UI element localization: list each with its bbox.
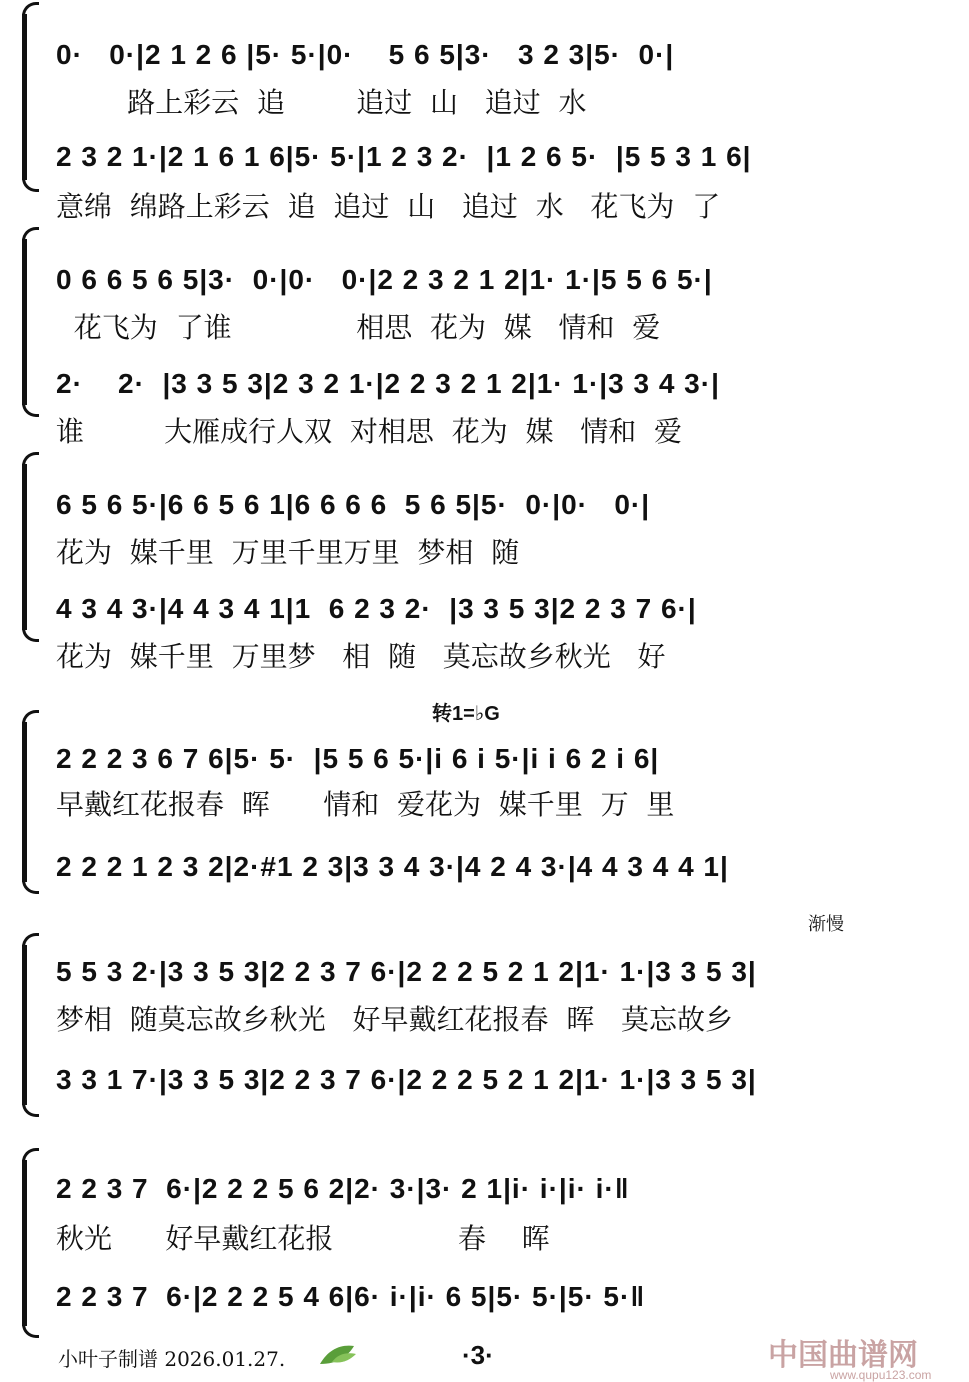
lower-notes: 3 3 1 7·|3 3 5 3|2 2 3 7 6·|2 2 2 5 2 1 2|1· 1·|3 3 5 3| [56, 1064, 757, 1095]
upper-notes: 0· 0·|2 1 2 6 |5· 5·|0· 5 6 5|3· 3 2 3|5· 0·| [56, 39, 675, 70]
upper-lyrics: 花飞为 了谁 相思 花为 媒 情和 爱 [56, 311, 661, 344]
lower-lyrics: 意绵 绵路上彩云 追 追过 山 追过 水 花飞为 了 [56, 190, 721, 223]
lower-notes: 4 3 4 3·|4 4 3 4 1|1 6 2 3 2· |3 3 5 3|2 2 3 7 6·| [56, 593, 697, 624]
upper-lyrics: 梦相 随莫忘故乡秋光 好早戴红花报春 晖 莫忘故乡 [56, 1003, 734, 1036]
system-bracket [22, 239, 37, 405]
lower-lyrics: 花为 媒千里 万里梦 相 随 莫忘故乡秋光 好 [56, 640, 666, 673]
page-number: ·3· [462, 1340, 494, 1370]
upper-lyrics: 早戴红花报春 晖 情和 爱花为 媒千里 万 里 [56, 788, 675, 821]
lower-notes: 2 2 3 7 6·|2 2 2 5 4 6|6· i·|i· 6 5|5· 5·|5· 5·‖ [56, 1281, 646, 1312]
upper-notes: 0 6 6 5 6 5|3· 0·|0· 0·|2 2 3 2 1 2|1· 1·|5 5 6 5·| [56, 264, 713, 295]
upper-lyrics: 花为 媒千里 万里千里万里 梦相 随 [56, 536, 520, 569]
system-bracket [22, 722, 37, 882]
system-bracket [22, 14, 37, 180]
leaf-icon [318, 1342, 358, 1366]
arranger-credit: 小叶子制谱 2026.01.27. [58, 1347, 286, 1371]
upper-notes: 2 2 3 7 6·|2 2 2 5 6 2|2· 3·|3· 2 1|i· i·|i· i·‖ [56, 1173, 630, 1204]
lower-lyrics: 谁 大雁成行人双 对相思 花为 媒 情和 爱 [56, 415, 683, 448]
lower-notes: 2 3 2 1·|2 1 6 1 6|5· 5·|1 2 3 2· |1 2 6 5· |5 5 3 1 6| [56, 141, 752, 172]
site-watermark: 中国曲谱网 [768, 1339, 918, 1372]
system-bracket [22, 464, 37, 630]
upper-notes: 2 2 2 3 6 7 6|5· 5· |5 5 6 5·|i 6 i 5·|i i 6 2 i 6| [56, 743, 660, 774]
system-bracket [22, 945, 37, 1105]
site-watermark-url: www.qupu123.com [830, 1368, 932, 1382]
lower-notes: 2 2 2 1 2 3 2|2·#1 2 3|3 3 4 3·|4 2 4 3·|4 4 3 4 4 1| [56, 851, 729, 882]
system-bracket [22, 1160, 37, 1326]
upper-notes: 6 5 6 5·|6 6 5 6 1|6 6 6 6 5 6 5|5· 0·|0· 0·| [56, 489, 651, 520]
upper-lyrics: 秋光 好早戴红花报 春 晖 [56, 1222, 550, 1255]
upper-notes: 5 5 3 2·|3 3 5 3|2 2 3 7 6·|2 2 2 5 2 1 2|1· 1·|3 3 5 3| [56, 956, 757, 987]
lower-notes: 2· 2· |3 3 5 3|2 3 2 1·|2 2 3 2 1 2|1· 1·|3 3 4 3·| [56, 368, 720, 399]
tempo-mark: 渐慢 [808, 914, 844, 934]
upper-lyrics: 路上彩云 追 追过 山 追过 水 [56, 86, 587, 119]
key-change-label: 转1=♭G [432, 703, 500, 725]
